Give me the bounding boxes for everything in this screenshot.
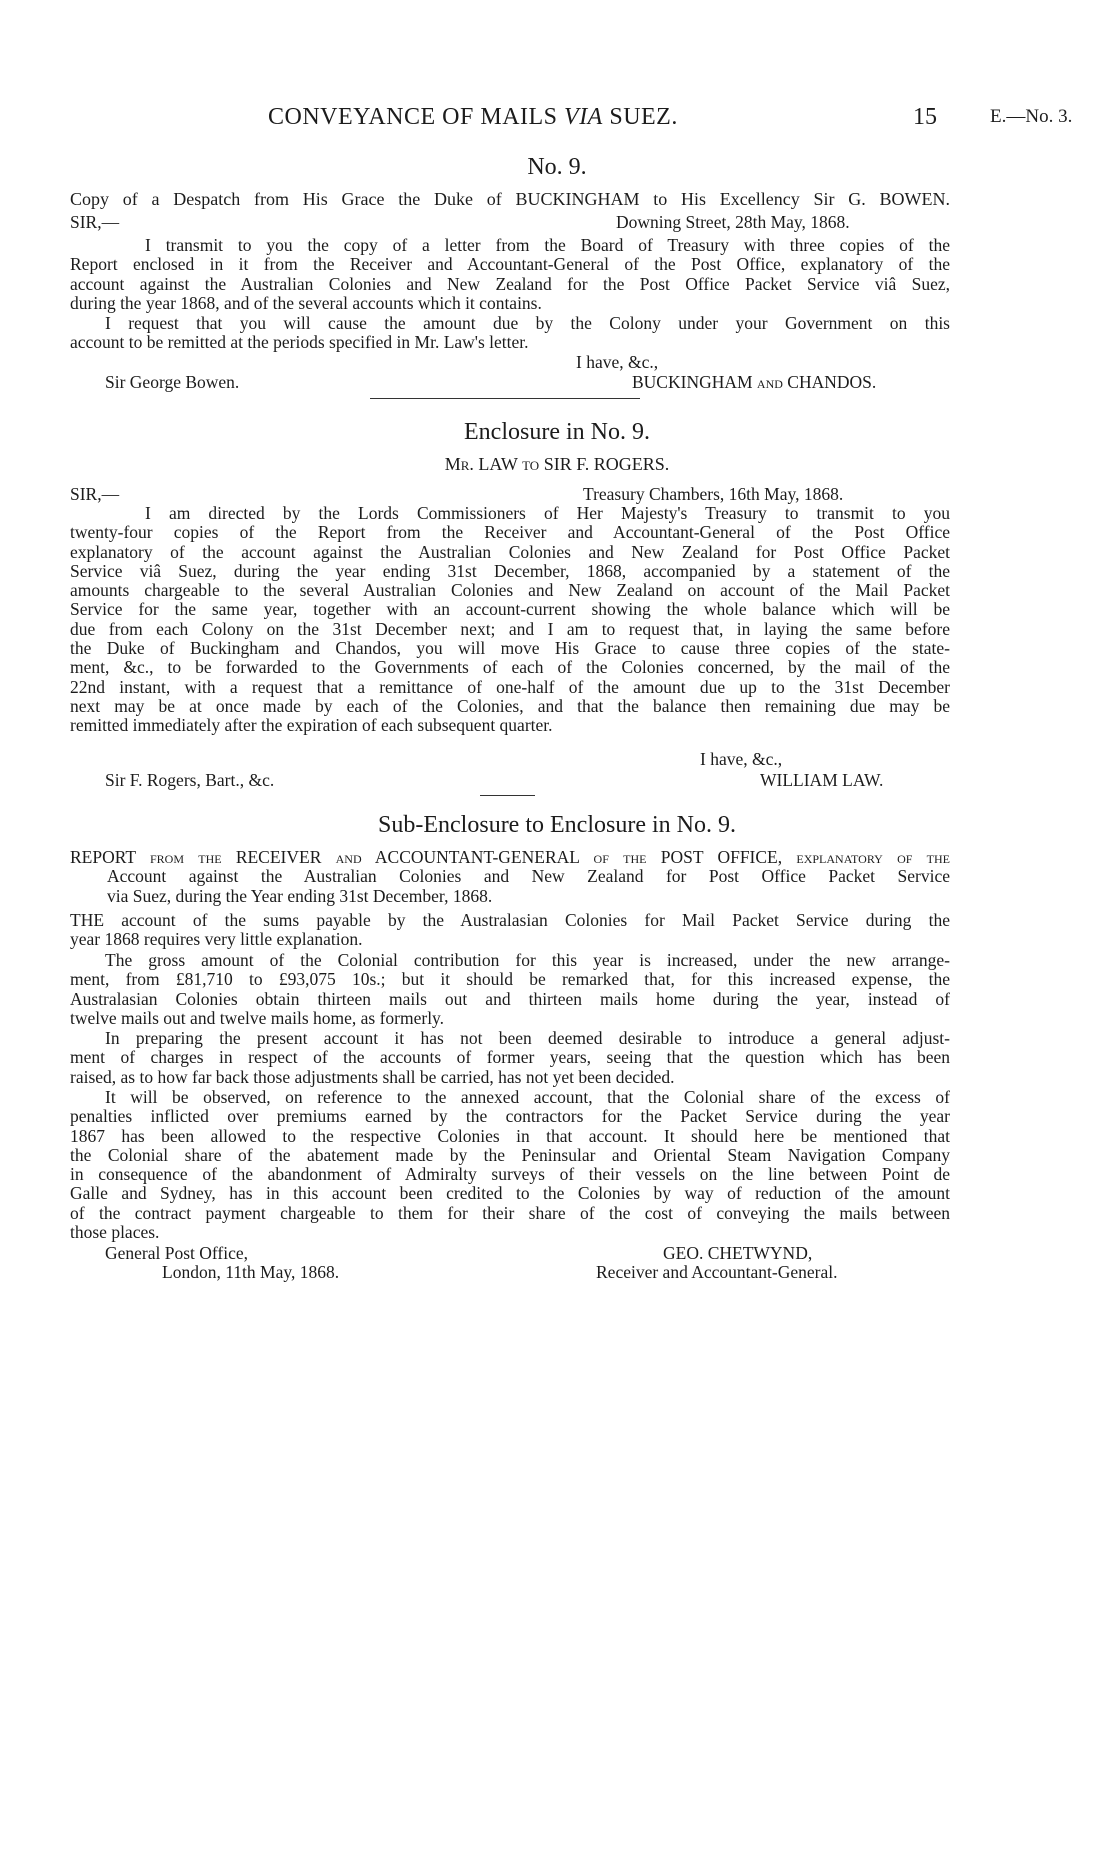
section1-dateline: Downing Street, 28th May, 1868. [616,212,850,232]
report-title: REPORT from the RECEIVER and ACCOUNTANT-GENERAL of the POST OFFICE, explanatory of the Account against the Australian Colonies and New Zealand for Post Office Packet Service via Suez, during the Year ending 31st December, 1868. [70,847,950,906]
running-title-via: VIA [564,104,603,130]
report-signature: GEO. CHETWYND, [663,1243,813,1263]
section2-dateline: Treasury Chambers, 16th May, 1868. [583,484,844,504]
section1-heading: No. 9. [527,154,587,180]
section-divider-2 [480,795,535,796]
section2-closing: I have, &c., [700,749,783,769]
section2-addressee: Sir F. Rogers, Bart., &c. [105,770,275,790]
series-number: E.—No. 3. [990,106,1073,127]
page-number: 15 [913,104,937,130]
section3-paragraph-1: THE account of the sums payable by the Australasian Colonies for Mail Packet Service during the year 1868 requires very little explanation. [70,910,950,950]
running-title-post: SUEZ. [609,104,678,130]
section2-paragraph-1: I am directed by the Lords Commissioners of Her Majesty's Treasury to transmit to you twenty-four copies of the Report from the Receiver and Accountant-General of the Post Office explanatory of the account against the Australian Colonies and New Zealand for Post Office Packet Service viâ Suez, during the year ending 31st December, 1868, accompanied by a statement of the amounts chargeable to the several Australian Colonies and New Zealand on account of the Mail Packet Service for the same year, together with an account-current showing the whole balance which will be due from each Colony on the 31st December next; and I am to request that, in laying the same before the Duke of Buckingham and Chandos, you will move His Grace to cause three copies of the state- ment, &c., to be forwarded to the Governments of each of the Colonies concerned, by the mail of the 22nd instant, with a request that a remittance of one-half of the amount due up to the 31st December next may be at once made by each of the Colonies, and that the balance then remaining due may be remitted immediately after the expiration of each subsequent quarter. [70,503,950,736]
section1-signature: BUCKINGHAM and CHANDOS. [632,372,877,392]
running-title-pre: CONVEYANCE OF MAILS [268,104,558,130]
section-divider-1 [370,398,640,399]
section3-paragraph-2: The gross amount of the Colonial contribution for this year is increased, under the new arrange- ment, from £81,710 to £93,075 10s.; but it should be remarked that, for this increased expense, the Australasian Colonies obtain thirteen mails out and thirteen mails home during the year, instead of twelve mails out and twelve mails home, as formerly. [70,950,950,1028]
report-signature-title: Receiver and Accountant-General. [596,1262,838,1282]
section2-heading: Enclosure in No. 9. [464,419,650,445]
section1-paragraph-1: I transmit to you the copy of a letter from the Board of Treasury with three copies of the Report enclosed in it from the Receiver and Accountant-General of the Post Office, explanatory of the account against the Australian Colonies and New Zealand for the Post Office Packet Service viâ Suez, during the year 1868, and of the several accounts which it contains. [70,235,950,313]
section1-addressee: Sir George Bowen. [105,372,240,392]
report-date: London, 11th May, 1868. [162,1262,340,1282]
section1-closing: I have, &c., [576,352,659,372]
section2-subheading: Mr. LAW to SIR F. ROGERS. [444,454,670,474]
section3-paragraph-4: It will be observed, on reference to the annexed account, that the Colonial share of the excess of penalties inflicted over premiums earned by the contractors for the Packet Service during the year 1867 has been allowed to the respective Colonies in that account. It should here be mentioned that the Colonial share of the abatement made by the Peninsular and Oriental Steam Navigation Company in consequence of the abandonment of Admiralty surveys of their vessels on the line between Point de Galle and Sydney, has in this account been credited to the Colonies by way of reduction of the amount of the contract payment chargeable to them for their share of the cost of conveying the mails between those places. [70,1087,950,1243]
section1-intro: Copy of a Despatch from His Grace the Duke of BUCKINGHAM to His Excellency Sir G. BOWEN. [70,189,950,209]
section2-signature: WILLIAM LAW. [760,770,884,790]
running-title [268,104,678,131]
section3-heading: Sub-Enclosure to Enclosure in No. 9. [378,812,736,838]
section1-paragraph-2: I request that you will cause the amount due by the Colony under your Government on this account to be remitted at the periods specified in Mr. Law's letter. [70,313,950,353]
section3-paragraph-3: In preparing the present account it has not been deemed desirable to introduce a general adjust- ment of charges in respect of the accounts of former years, seeing that the question which has been raised, as to how far back those adjustments shall be carried, has not yet been decided. [70,1028,950,1087]
section1-salutation: SIR,— [70,212,120,232]
report-place: General Post Office, [105,1243,249,1263]
section2-salutation: SIR,— [70,484,120,504]
